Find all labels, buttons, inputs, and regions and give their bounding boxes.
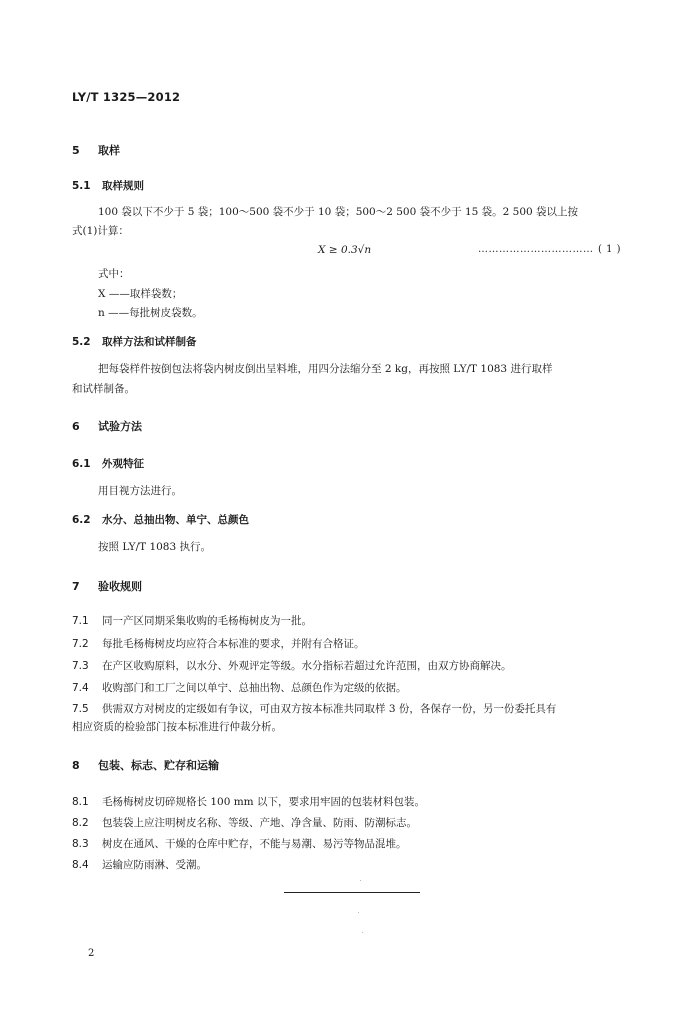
- section-number: 6.2: [72, 514, 91, 526]
- page-number: 2: [88, 948, 95, 959]
- item-number: 8.2: [72, 817, 89, 829]
- section-8-heading: [72, 757, 219, 773]
- section-6-1-heading: [72, 456, 144, 471]
- scan-speck: [360, 880, 361, 881]
- item-number: 7.2: [72, 638, 89, 650]
- item-continuation: 相应资质的检验部门按本标准进行仲裁分析。: [72, 721, 282, 733]
- section-title: 外观特征: [102, 458, 144, 470]
- variable-definition: n ——每批树皮袋数。: [98, 307, 203, 319]
- paragraph-line: 按照 LY/T 1083 执行。: [98, 541, 212, 553]
- formula-leader: ……………………………: [478, 244, 594, 255]
- formula: X ≥ 0.3√n: [318, 244, 372, 256]
- list-item: [72, 794, 425, 809]
- list-item: [72, 658, 512, 673]
- section-number: 5: [72, 144, 80, 157]
- paragraph-line: 把每袋样件按倒包法将袋内树皮倒出呈料堆，用四分法缩分至 2 kg，再按照 LY/T 1083 进行取样: [98, 363, 553, 375]
- section-5-1-heading: [72, 178, 144, 193]
- item-number: 8.1: [72, 796, 89, 808]
- item-text: 供需双方对树皮的定级如有争议，可由双方按本标准共同取样 3 份，各保存一份，另一份委托具有: [102, 703, 557, 715]
- list-item: [72, 680, 407, 695]
- section-6-2-heading: [72, 512, 249, 527]
- section-7-heading: [72, 578, 142, 594]
- section-6-heading: [72, 418, 142, 434]
- section-number: 6.1: [72, 458, 91, 470]
- list-item: [72, 636, 365, 651]
- item-text: 树皮在通风、干燥的仓库中贮存，不能与易潮、易污等物品混堆。: [102, 838, 407, 850]
- item-text: 收购部门和工厂之间以单宁、总抽出物、总颜色作为定级的依据。: [102, 682, 407, 694]
- section-title: 验收规则: [98, 580, 142, 593]
- item-text: 每批毛杨梅树皮均应符合本标准的要求，并附有合格证。: [102, 638, 365, 650]
- item-number: 7.3: [72, 660, 89, 672]
- standard-header: LY/T 1325—2012: [72, 90, 181, 104]
- section-5-heading: [72, 142, 120, 158]
- list-item: [72, 613, 312, 628]
- item-number: 7.4: [72, 682, 89, 694]
- where-label: 式中：: [98, 268, 130, 280]
- item-text: 同一产区同期采集收购的毛杨梅树皮为一批。: [102, 615, 312, 627]
- item-number: 8.4: [72, 859, 89, 871]
- section-title: 水分、总抽出物、单宁、总颜色: [102, 514, 249, 526]
- section-title: 包装、标志、贮存和运输: [98, 759, 219, 772]
- paragraph-line: 100 袋以下不少于 5 袋；100～500 袋不少于 10 袋；500～2 500 袋不少于 15 袋。2 500 袋以上按: [98, 206, 579, 218]
- section-title: 试验方法: [98, 420, 142, 433]
- section-number: 6: [72, 420, 80, 433]
- item-number: 8.3: [72, 838, 89, 850]
- section-number: 7: [72, 580, 80, 593]
- item-text: 运输应防雨淋、受潮。: [102, 859, 207, 871]
- section-title: 取样规则: [102, 180, 144, 192]
- item-number: 7.1: [72, 615, 89, 627]
- scan-speck: [358, 912, 359, 913]
- item-number: 7.5: [72, 703, 89, 715]
- section-5-2-heading: [72, 334, 197, 349]
- list-item: [72, 857, 207, 872]
- paragraph-line: 式(1)计算：: [72, 225, 129, 237]
- paragraph-line: 和试样制备。: [72, 383, 135, 395]
- section-title: 取样: [98, 144, 120, 157]
- list-item: [72, 836, 407, 851]
- end-rule: [284, 892, 420, 893]
- formula-number: ( 1 ): [598, 244, 622, 255]
- scan-speck: [362, 932, 363, 933]
- section-title: 取样方法和试样制备: [102, 336, 197, 348]
- paragraph-line: 用目视方法进行。: [98, 485, 182, 497]
- section-number: 8: [72, 759, 80, 772]
- section-number: 5.2: [72, 336, 91, 348]
- list-item: [72, 815, 417, 830]
- item-text: 包装袋上应注明树皮名称、等级、产地、净含量、防雨、防潮标志。: [102, 817, 417, 829]
- item-text: 毛杨梅树皮切碎规格长 100 mm 以下，要求用牢固的包装材料包装。: [102, 796, 425, 808]
- list-item: [72, 701, 556, 716]
- section-number: 5.1: [72, 180, 91, 192]
- variable-definition: X ——取样袋数；: [98, 288, 183, 300]
- item-text: 在产区收购原料，以水分、外观评定等级。水分指标若超过允许范围，由双方协商解决。: [102, 660, 512, 672]
